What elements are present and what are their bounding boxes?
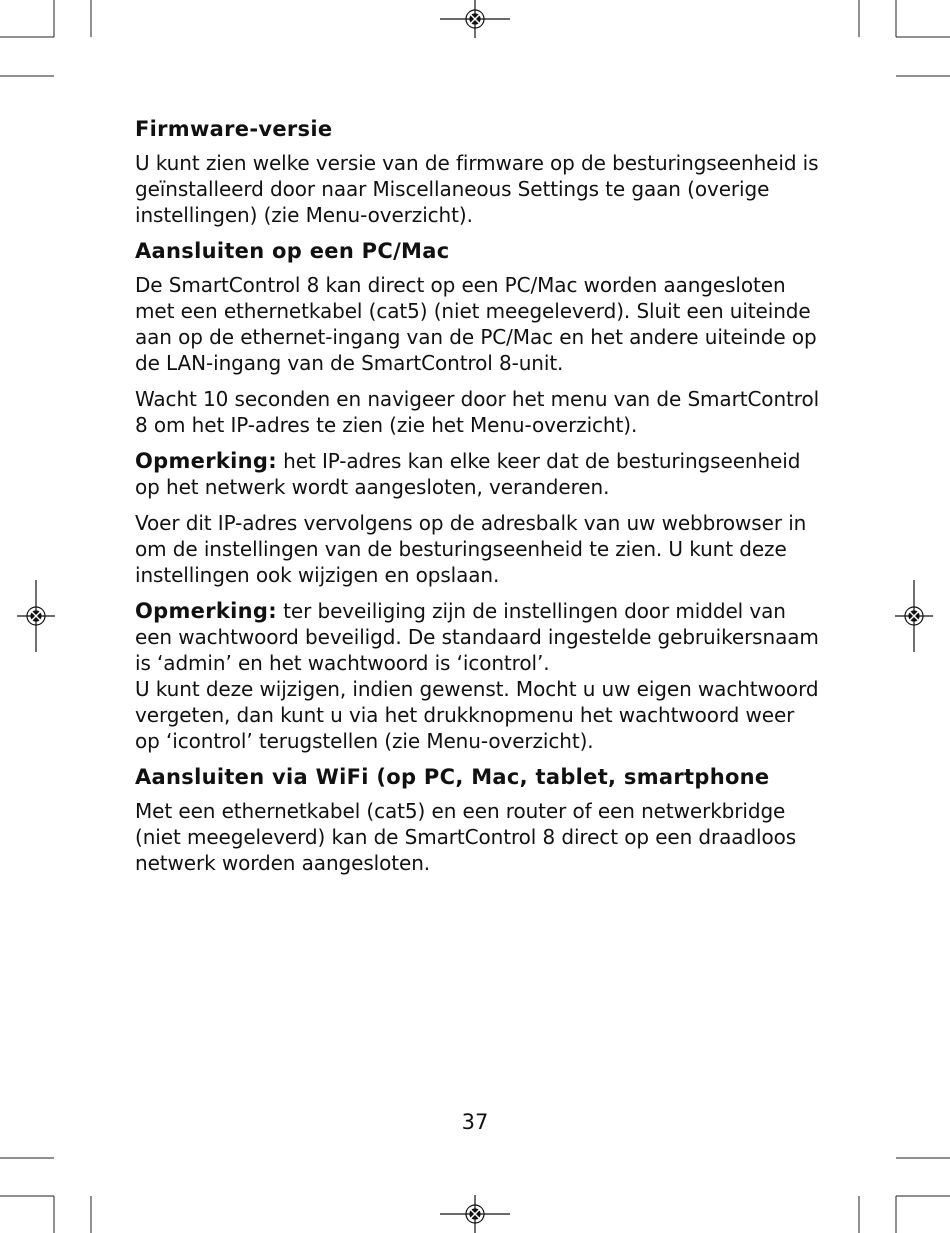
section-firmware bbox=[135, 116, 825, 228]
registration-mark-icon bbox=[440, 0, 510, 38]
paragraph bbox=[135, 510, 825, 588]
paragraph-text: Voer dit IP-adres vervolgens op de adresbalk van uw webbrowser in om de instellingen van de besturingseenheid te zien. U kunt deze instellingen ook wijzigen en opslaan. bbox=[135, 511, 807, 587]
note-paragraph bbox=[135, 448, 825, 500]
section-heading: Aansluiten op een PC/Mac bbox=[135, 239, 450, 263]
paragraph-text: ter beveiliging zijn de instellingen door middel van een wachtwoord beveiligd. De standaard ingestelde gebruikersnaam is ‘admin’ en het wachtwoord is ‘icontrol’. bbox=[135, 599, 819, 675]
page-content bbox=[135, 116, 825, 886]
registration-mark-icon bbox=[17, 580, 55, 652]
note-label: Opmerking: bbox=[135, 449, 277, 473]
note-paragraph bbox=[135, 598, 825, 754]
paragraph bbox=[135, 386, 825, 438]
registration-mark-icon bbox=[895, 580, 933, 652]
paragraph-text: Wacht 10 seconden en navigeer door het menu van de SmartControl 8 om het IP-adres te zien (zie het Menu-overzicht). bbox=[135, 387, 820, 437]
paragraph-text: U kunt zien welke versie van de firmware op de besturingseenheid is geïnstalleerd door naar Miscellaneous Settings te gaan (overige instellingen) (zie Menu-overzicht). bbox=[135, 151, 819, 227]
paragraph-text: Met een ethernetkabel (cat5) en een router of een netwerkbridge (niet meegeleverd) kan de SmartControl 8 direct op een draadloos netwerk worden aangesloten. bbox=[135, 799, 797, 875]
section-heading: Aansluiten via WiFi (op PC, Mac, tablet, smartphone bbox=[135, 765, 770, 789]
section-heading: Firmware-versie bbox=[135, 117, 333, 141]
paragraph-text: U kunt deze wijzigen, indien gewenst. Mocht u uw eigen wachtwoord vergeten, dan kunt u via het drukknopmenu het wachtwoord weer op ‘icontrol’ terugstellen (zie Menu-overzicht). bbox=[135, 677, 819, 753]
section-wifi bbox=[135, 764, 825, 876]
registration-mark-icon bbox=[440, 1195, 510, 1233]
page-number: 37 bbox=[461, 1110, 489, 1134]
paragraph-text: het IP-adres kan elke keer dat de besturingseenheid op het netwerk wordt aangesloten, veranderen. bbox=[135, 449, 801, 499]
paragraph bbox=[135, 150, 825, 228]
section-pc-mac bbox=[135, 238, 825, 754]
paragraph-text: De SmartControl 8 kan direct op een PC/Mac worden aangesloten met een ethernetkabel (cat5) (niet meegeleverd). Sluit een uiteinde aan op de ethernet-ingang van de PC/Mac en het andere uiteinde op de LAN-ingang van de SmartControl 8-unit. bbox=[135, 273, 817, 375]
note-label: Opmerking: bbox=[135, 599, 277, 623]
paragraph bbox=[135, 272, 825, 376]
paragraph bbox=[135, 798, 825, 876]
